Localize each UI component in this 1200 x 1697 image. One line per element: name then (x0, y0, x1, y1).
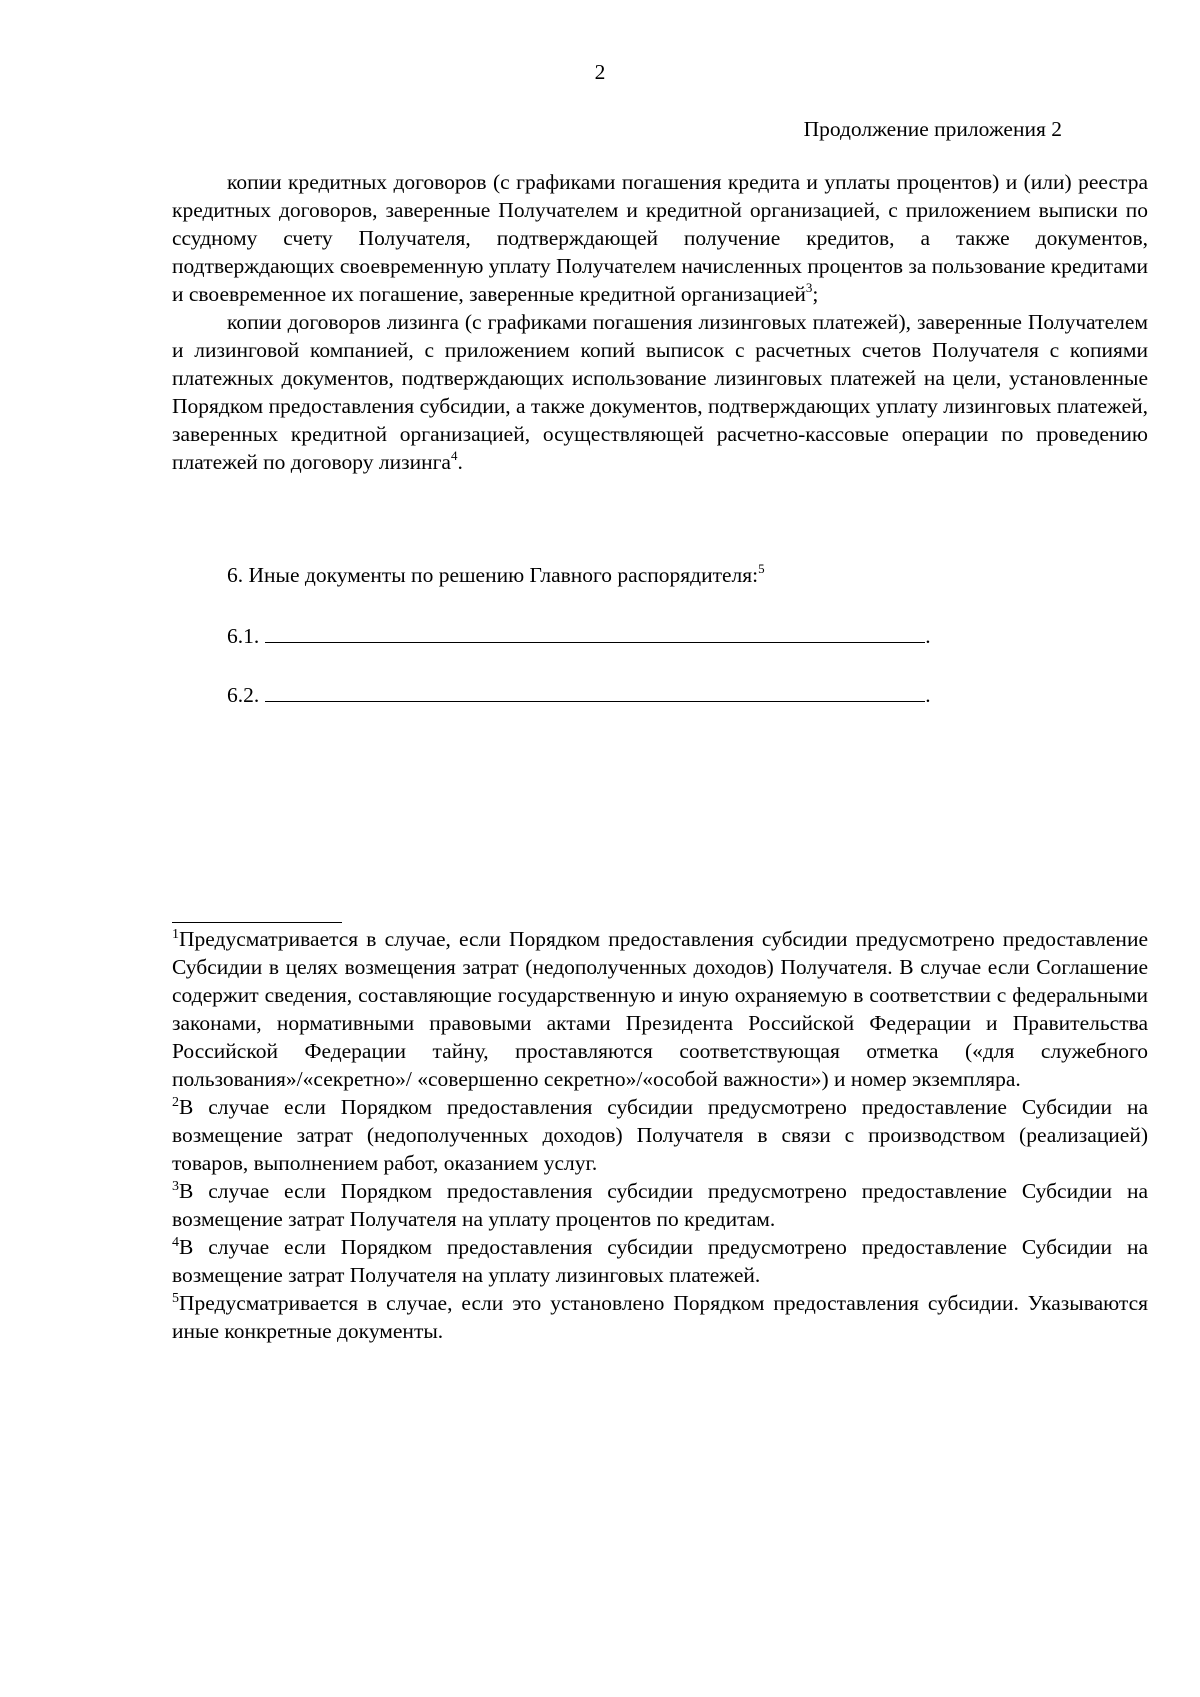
footnote-text: Предусматривается в случае, если Порядком предоставления субсидии предусмотрено предоставление Субсидии в целях возмещения затрат (недополученных доходов) Получателя. В случае если Соглашение содержит сведения, составляющие государственную и иную охраняемую в соответствии с федеральными законами, нормативными правовыми актами Президента Российской Федерации и Правительства Российской Федерации тайну, проставляются соответствующая отметка («для служебного пользования»/«секретно»/ «совершенно секретно»/«особой важности») и номер экземпляра. (172, 927, 1148, 1091)
footnote-text: В случае если Порядком предоставления субсидии предусмотрено предоставление Субсидии на возмещение затрат Получателя на уплату лизинговых платежей. (172, 1235, 1148, 1287)
fill-item-number: 6.1. (227, 624, 260, 648)
footnotes (172, 925, 1148, 1345)
paragraph-credit-documents (172, 168, 1148, 308)
footnote-mark: 5 (172, 1291, 179, 1306)
paragraph-leasing-end: . (457, 450, 463, 474)
fill-item-number: 6.2. (227, 683, 260, 707)
footnote-3 (172, 1177, 1148, 1233)
fill-item-end: . (925, 683, 931, 707)
paragraph-credit-end: ; (812, 282, 819, 306)
footnote-ref-5: 5 (758, 561, 765, 576)
footnote-2 (172, 1093, 1148, 1177)
footnote-text: В случае если Порядком предоставления субсидии предусмотрено предоставление Субсидии на возмещение затрат Получателя на уплату процентов по кредитам. (172, 1179, 1148, 1231)
item-6-text: 6. Иные документы по решению Главного распорядителя: (227, 563, 759, 587)
footnote-mark: 1 (172, 927, 179, 942)
footnote-separator (172, 922, 342, 923)
footnote-text: Предусматривается в случае, если это установлено Порядком предоставления субсидии. Указываются иные конкретные документы. (172, 1291, 1148, 1343)
footnote-4 (172, 1233, 1148, 1289)
continuation-heading: Продолжение приложения 2 (803, 117, 1062, 141)
footnote-mark: 4 (172, 1235, 179, 1250)
fill-item-end: . (925, 624, 931, 648)
item-6-other-documents (227, 561, 765, 589)
footnote-mark: 3 (172, 1179, 179, 1194)
footnote-ref-3: 3 (805, 280, 813, 295)
blank-fill-line (265, 620, 925, 643)
footnote-mark: 2 (172, 1095, 179, 1110)
footnote-5 (172, 1289, 1148, 1345)
main-text (172, 168, 1148, 476)
footnote-ref-4: 4 (450, 448, 458, 463)
paragraph-leasing-documents (172, 308, 1148, 476)
paragraph-credit-text: копии кредитных договоров (с графиками погашения кредита и уплаты процентов) и (или) реестра кредитных договоров, заверенные Получателем и кредитной организацией, с приложением выписки по ссудному счету Получателя, подтверждающей получение кредитов, а также документов, подтверждающих своевременную уплату Получателем начисленных процентов за пользование кредитами и своевременное их погашение, заверенные кредитной организацией (172, 170, 1148, 306)
page-number: 2 (594, 60, 606, 84)
footnote-1 (172, 925, 1148, 1093)
blank-fill-line (265, 679, 925, 702)
footnote-text: В случае если Порядком предоставления субсидии предусмотрено предоставление Субсидии на возмещение затрат (недополученных доходов) Получателя в связи с производством (реализацией) товаров, выполнением работ, оказанием услуг. (172, 1095, 1148, 1175)
paragraph-leasing-text: копии договоров лизинга (с графиками погашения лизинговых платежей), заверенные Получателем и лизинговой компанией, с приложением копий выписок с расчетных счетов Получателя с копиями платежных документов, подтверждающих использование лизинговых платежей на цели, установленные Порядком предоставления субсидии, а также документов, подтверждающих уплату лизинговых платежей, заверенных кредитной организацией, осуществляющей расчетно-кассовые операции по проведению платежей по договору лизинга (172, 310, 1148, 474)
fill-item-6-2 (227, 679, 931, 709)
fill-item-6-1 (227, 620, 931, 650)
